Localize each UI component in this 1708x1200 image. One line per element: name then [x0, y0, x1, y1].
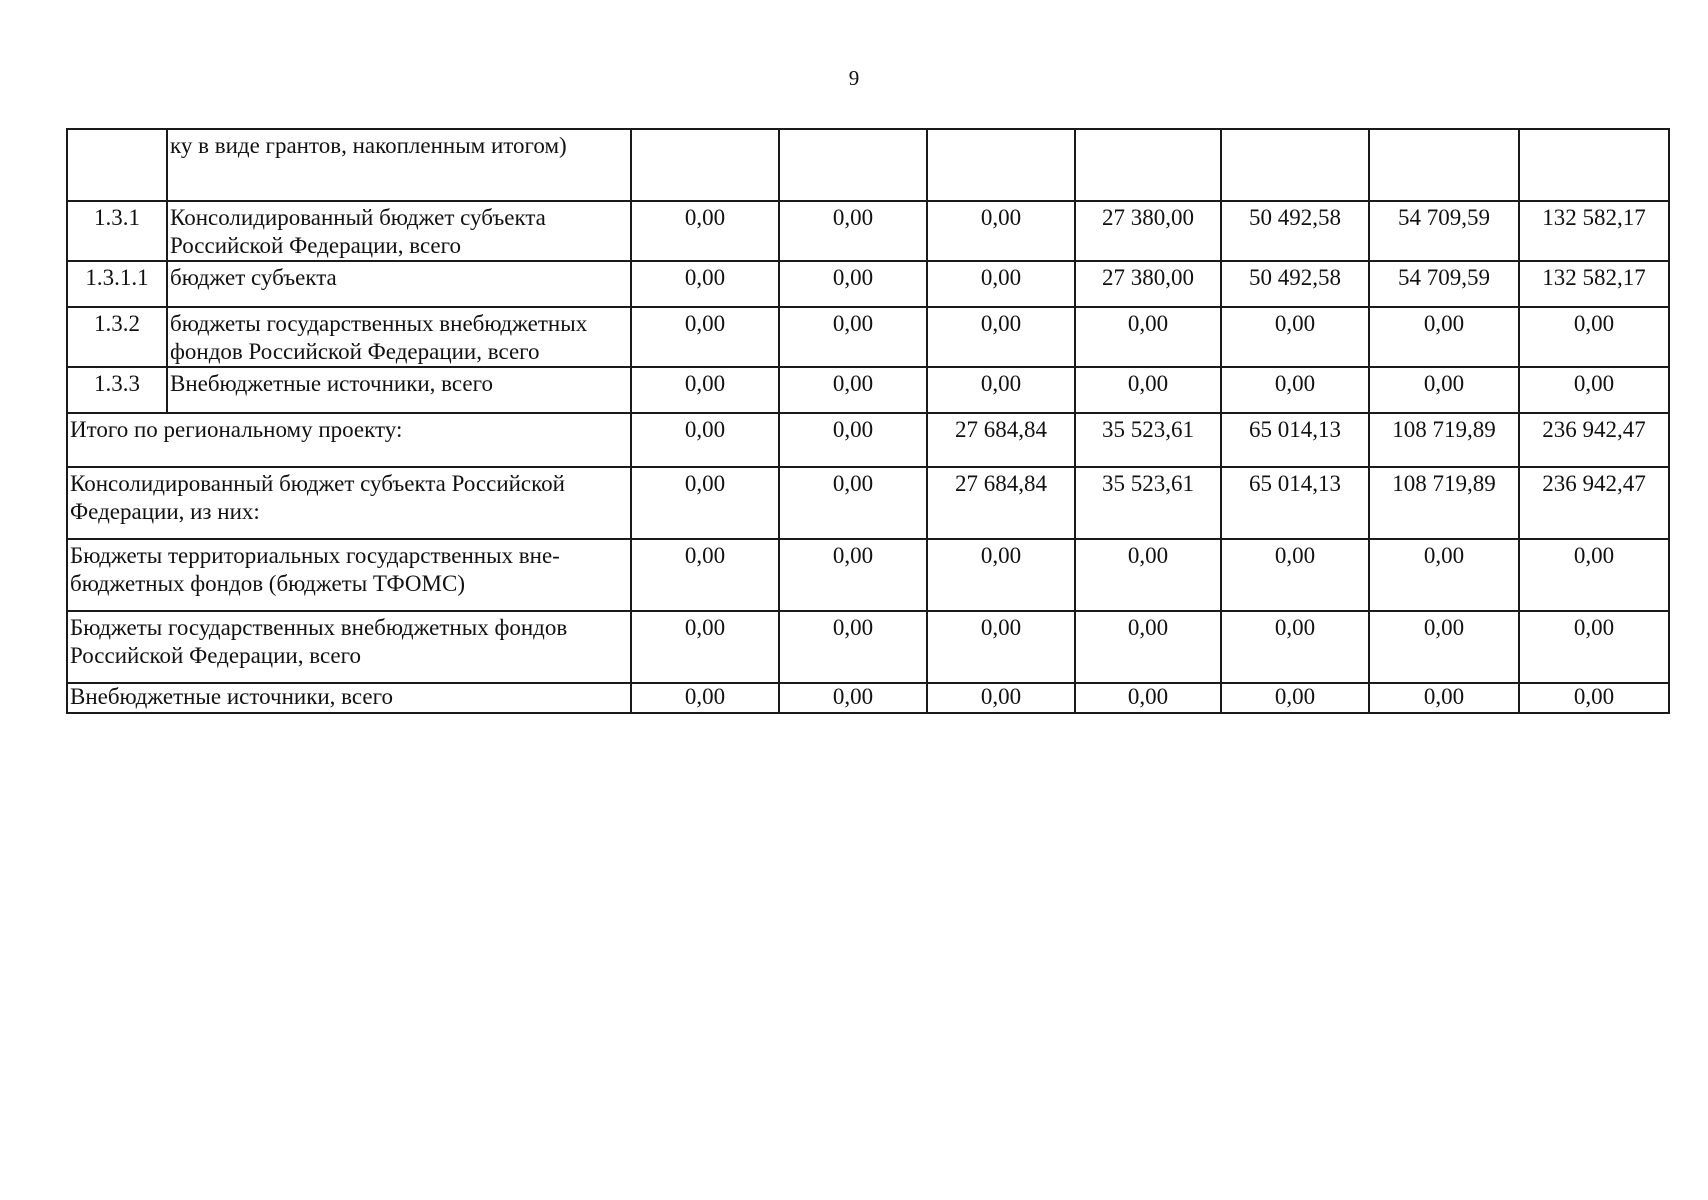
- total-row: [67, 413, 1669, 467]
- value-cell: 0,00: [1075, 367, 1221, 413]
- value-cell: 0,00: [1519, 683, 1669, 713]
- value-cell: 0,00: [631, 539, 779, 611]
- value-cell: 54 709,59: [1369, 201, 1519, 261]
- value-cell: 27 380,00: [1075, 201, 1221, 261]
- budget-table: [66, 128, 1670, 714]
- value-cell: 0,00: [927, 307, 1075, 367]
- value-cell: 65 014,13: [1221, 467, 1369, 539]
- value-cell: 0,00: [1075, 307, 1221, 367]
- value-cell: 0,00: [1075, 683, 1221, 713]
- value-cell: [927, 129, 1075, 201]
- page-number: 9: [848, 66, 860, 90]
- row-code: 1.3.1.1: [67, 261, 167, 307]
- value-cell: 0,00: [1369, 611, 1519, 683]
- value-cell: 27 380,00: [1075, 261, 1221, 307]
- value-cell: [1519, 129, 1669, 201]
- row-code: 1.3.1: [67, 201, 167, 261]
- value-cell: 0,00: [631, 611, 779, 683]
- value-cell: 0,00: [1221, 307, 1369, 367]
- value-cell: 0,00: [631, 201, 779, 261]
- value-cell: 0,00: [1369, 307, 1519, 367]
- table-row: [67, 467, 1669, 539]
- table-row: [67, 367, 1669, 413]
- value-cell: [1075, 129, 1221, 201]
- value-cell: 0,00: [631, 307, 779, 367]
- value-cell: 0,00: [927, 201, 1075, 261]
- value-cell: [631, 129, 779, 201]
- value-cell: 27 684,84: [927, 413, 1075, 467]
- value-cell: [1221, 129, 1369, 201]
- value-cell: 0,00: [779, 611, 927, 683]
- row-label: Внебюджетные источники, всего: [167, 367, 631, 413]
- table-row: [67, 201, 1669, 261]
- row-code: [67, 129, 167, 201]
- value-cell: 0,00: [631, 683, 779, 713]
- value-cell: 0,00: [779, 539, 927, 611]
- value-cell: 35 523,61: [1075, 467, 1221, 539]
- value-cell: 0,00: [927, 367, 1075, 413]
- row-label: Консолидированный бюджет субъекта Российской Федерации, из них:: [67, 467, 631, 539]
- row-label: Консолидированный бюджет субъекта Российской Федерации, всего: [167, 201, 631, 261]
- table-row: [67, 129, 1669, 201]
- value-cell: 0,00: [1221, 367, 1369, 413]
- value-cell: 50 492,58: [1221, 201, 1369, 261]
- value-cell: 0,00: [779, 413, 927, 467]
- value-cell: 0,00: [1519, 367, 1669, 413]
- value-cell: 0,00: [631, 367, 779, 413]
- value-cell: 0,00: [1221, 683, 1369, 713]
- value-cell: 0,00: [779, 467, 927, 539]
- table-row: [67, 539, 1669, 611]
- value-cell: 0,00: [1519, 307, 1669, 367]
- value-cell: 0,00: [1369, 683, 1519, 713]
- row-code: 1.3.3: [67, 367, 167, 413]
- value-cell: 0,00: [779, 683, 927, 713]
- value-cell: 0,00: [1519, 611, 1669, 683]
- value-cell: 0,00: [1369, 367, 1519, 413]
- value-cell: 0,00: [631, 413, 779, 467]
- value-cell: 0,00: [1221, 611, 1369, 683]
- value-cell: [1369, 129, 1519, 201]
- row-label: Бюджеты государственных внебюджетных фондов Российской Федерации, всего: [67, 611, 631, 683]
- row-code: 1.3.2: [67, 307, 167, 367]
- value-cell: 35 523,61: [1075, 413, 1221, 467]
- value-cell: 108 719,89: [1369, 467, 1519, 539]
- value-cell: 0,00: [927, 539, 1075, 611]
- row-label: ку в виде грантов, накопленным итогом): [167, 129, 631, 201]
- row-label: Внебюджетные источники, всего: [67, 683, 631, 713]
- value-cell: 0,00: [631, 467, 779, 539]
- value-cell: 0,00: [1075, 611, 1221, 683]
- value-cell: 54 709,59: [1369, 261, 1519, 307]
- value-cell: 0,00: [927, 611, 1075, 683]
- value-cell: 236 942,47: [1519, 413, 1669, 467]
- value-cell: 0,00: [1519, 539, 1669, 611]
- value-cell: 0,00: [779, 201, 927, 261]
- table-row: [67, 261, 1669, 307]
- value-cell: 0,00: [1075, 539, 1221, 611]
- value-cell: 132 582,17: [1519, 261, 1669, 307]
- value-cell: 65 014,13: [1221, 413, 1369, 467]
- value-cell: 0,00: [631, 261, 779, 307]
- value-cell: 50 492,58: [1221, 261, 1369, 307]
- value-cell: 0,00: [1369, 539, 1519, 611]
- row-label: бюджеты государственных внебюджетных фондов Российской Федерации, всего: [167, 307, 631, 367]
- value-cell: 27 684,84: [927, 467, 1075, 539]
- row-label: бюджет субъекта: [167, 261, 631, 307]
- value-cell: 0,00: [779, 307, 927, 367]
- value-cell: 0,00: [779, 367, 927, 413]
- value-cell: 236 942,47: [1519, 467, 1669, 539]
- table-row: [67, 683, 1669, 713]
- value-cell: 108 719,89: [1369, 413, 1519, 467]
- value-cell: [779, 129, 927, 201]
- value-cell: 0,00: [1221, 539, 1369, 611]
- row-label: Бюджеты территориальных государственных вне-бюджетных фондов (бюджеты ТФОМС): [67, 539, 631, 611]
- table-row: [67, 307, 1669, 367]
- value-cell: 132 582,17: [1519, 201, 1669, 261]
- table-row: [67, 611, 1669, 683]
- value-cell: 0,00: [779, 261, 927, 307]
- value-cell: 0,00: [927, 261, 1075, 307]
- value-cell: 0,00: [927, 683, 1075, 713]
- row-label: Итого по региональному проекту:: [67, 413, 631, 467]
